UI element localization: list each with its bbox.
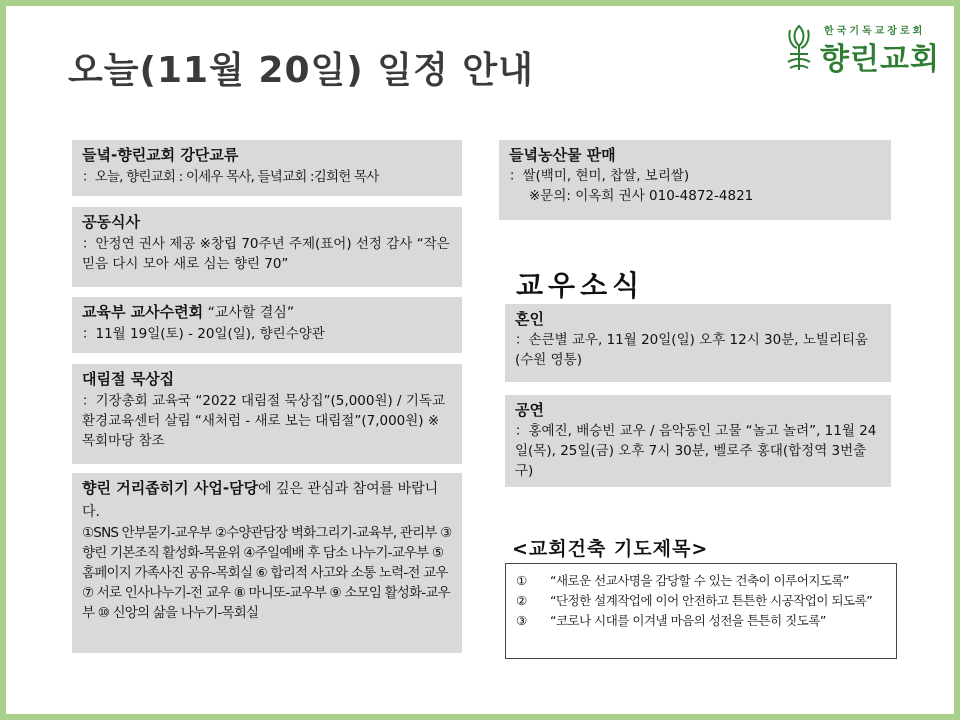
news-wedding (505, 304, 891, 382)
prayer-title: <교회건축 기도제목> (512, 538, 709, 560)
item-shared-meal (72, 207, 462, 287)
logo-subtitle: 한국기독교장로회 (824, 26, 926, 37)
page-title: 오늘(11월 20일) 일정 안내 (68, 50, 534, 91)
item-heading: 교육부 교사수련회 “교사할 결심” (82, 303, 295, 321)
prayer-number: ① (516, 573, 528, 588)
item-heading: 대림절 묵상집 (82, 370, 175, 388)
news-heading: 공연 (515, 401, 544, 419)
item-body-line2: ※문의: 이옥희 권사 010-4872-4821 (529, 188, 754, 204)
item-heading: 향린 거리좁히기 사업-담당에 깊은 관심과 참여를 바랍니다. (82, 479, 439, 520)
prayer-item (514, 612, 888, 629)
item-heading: 들녘-향린교회 강단교류 (82, 146, 239, 164)
item-body-line1: ：쌀(백미, 현미, 찹쌀, 보리쌀) (509, 168, 690, 184)
prayer-text: “새로운 선교사명을 감당할 수 있는 건축이 이루어지도록” (550, 573, 850, 588)
prayer-number: ③ (516, 613, 528, 628)
item-body: ：11월 19일(토) - 20일(일), 향린수양관 (82, 326, 325, 342)
prayer-text: “코로나 시대를 이겨낼 마음의 성전을 튼튼히 짓도록” (550, 613, 826, 628)
prayer-item (514, 572, 888, 589)
item-heading: 들녘농산물 판매 (509, 146, 616, 164)
item-teacher-retreat (72, 297, 462, 353)
prayer-text: “단정한 설계작업에 이어 안전하고 튼튼한 시공작업이 되도록” (550, 593, 873, 608)
logo-name: 향린교회 (820, 42, 940, 77)
prayer-list (505, 563, 897, 659)
prayer-number: ② (516, 593, 528, 608)
news-body: ：홍예진, 배승빈 교우 / 음악동인 고물 “놀고 놀려”, 11월 24일(목), 25일(금) 오후 7시 30분, 벨로주 홍대(합정역 3번출구) (515, 423, 877, 479)
section-title-news: 교우소식 (516, 269, 645, 302)
news-performance (505, 395, 891, 487)
item-body: ：안정연 권사 제공 ※창립 70주년 주제(표어) 선정 감사 “작은 믿음 다시 모아 새로 심는 향린 70” (82, 236, 450, 272)
item-body: ①SNS 안부묻기-교우부 ②수양관담장 벽화그리기-교육부, 관리부 ③향린 기본조직 활성화-목윤위 ④주일예배 후 담소 나누기-교우부 ⑤ 홈페이지 가족사진 공유-목회실 ⑥ 합리적 사고와 소통 노력-전 교우 ⑦ 서로 인사나누기-전 교우 ⑧ 마니또-교우부 ⑨ 소모임 활성화-교우부 ⑩ 신앙의 삶을 나누기-목회실 (82, 525, 452, 621)
church-emblem-icon (784, 22, 814, 74)
slide (6, 6, 954, 714)
item-body: ：오늘, 향린교회 : 이세우 목사, 들녘교회 :김희헌 목사 (82, 169, 379, 185)
prayer-item (514, 592, 888, 609)
news-body: ：손큰별 교우, 11월 20일(일) 오후 12시 30분, 노빌리티움(수원 영통) (515, 332, 869, 368)
item-produce-sale (499, 140, 891, 220)
item-advent-devotional (72, 364, 462, 464)
news-heading: 혼인 (515, 310, 544, 328)
item-heading: 공동식사 (82, 213, 140, 231)
item-body: ：기장총회 교육국 “2022 대림절 묵상집”(5,000원) / 기독교환경교육센터 살림 “새처럼 - 새로 보는 대림절”(7,000원) ※목회마당 참조 (82, 393, 446, 449)
item-pulpit-exchange (72, 140, 462, 196)
church-logo (784, 18, 944, 78)
item-closeness-project (72, 473, 462, 653)
